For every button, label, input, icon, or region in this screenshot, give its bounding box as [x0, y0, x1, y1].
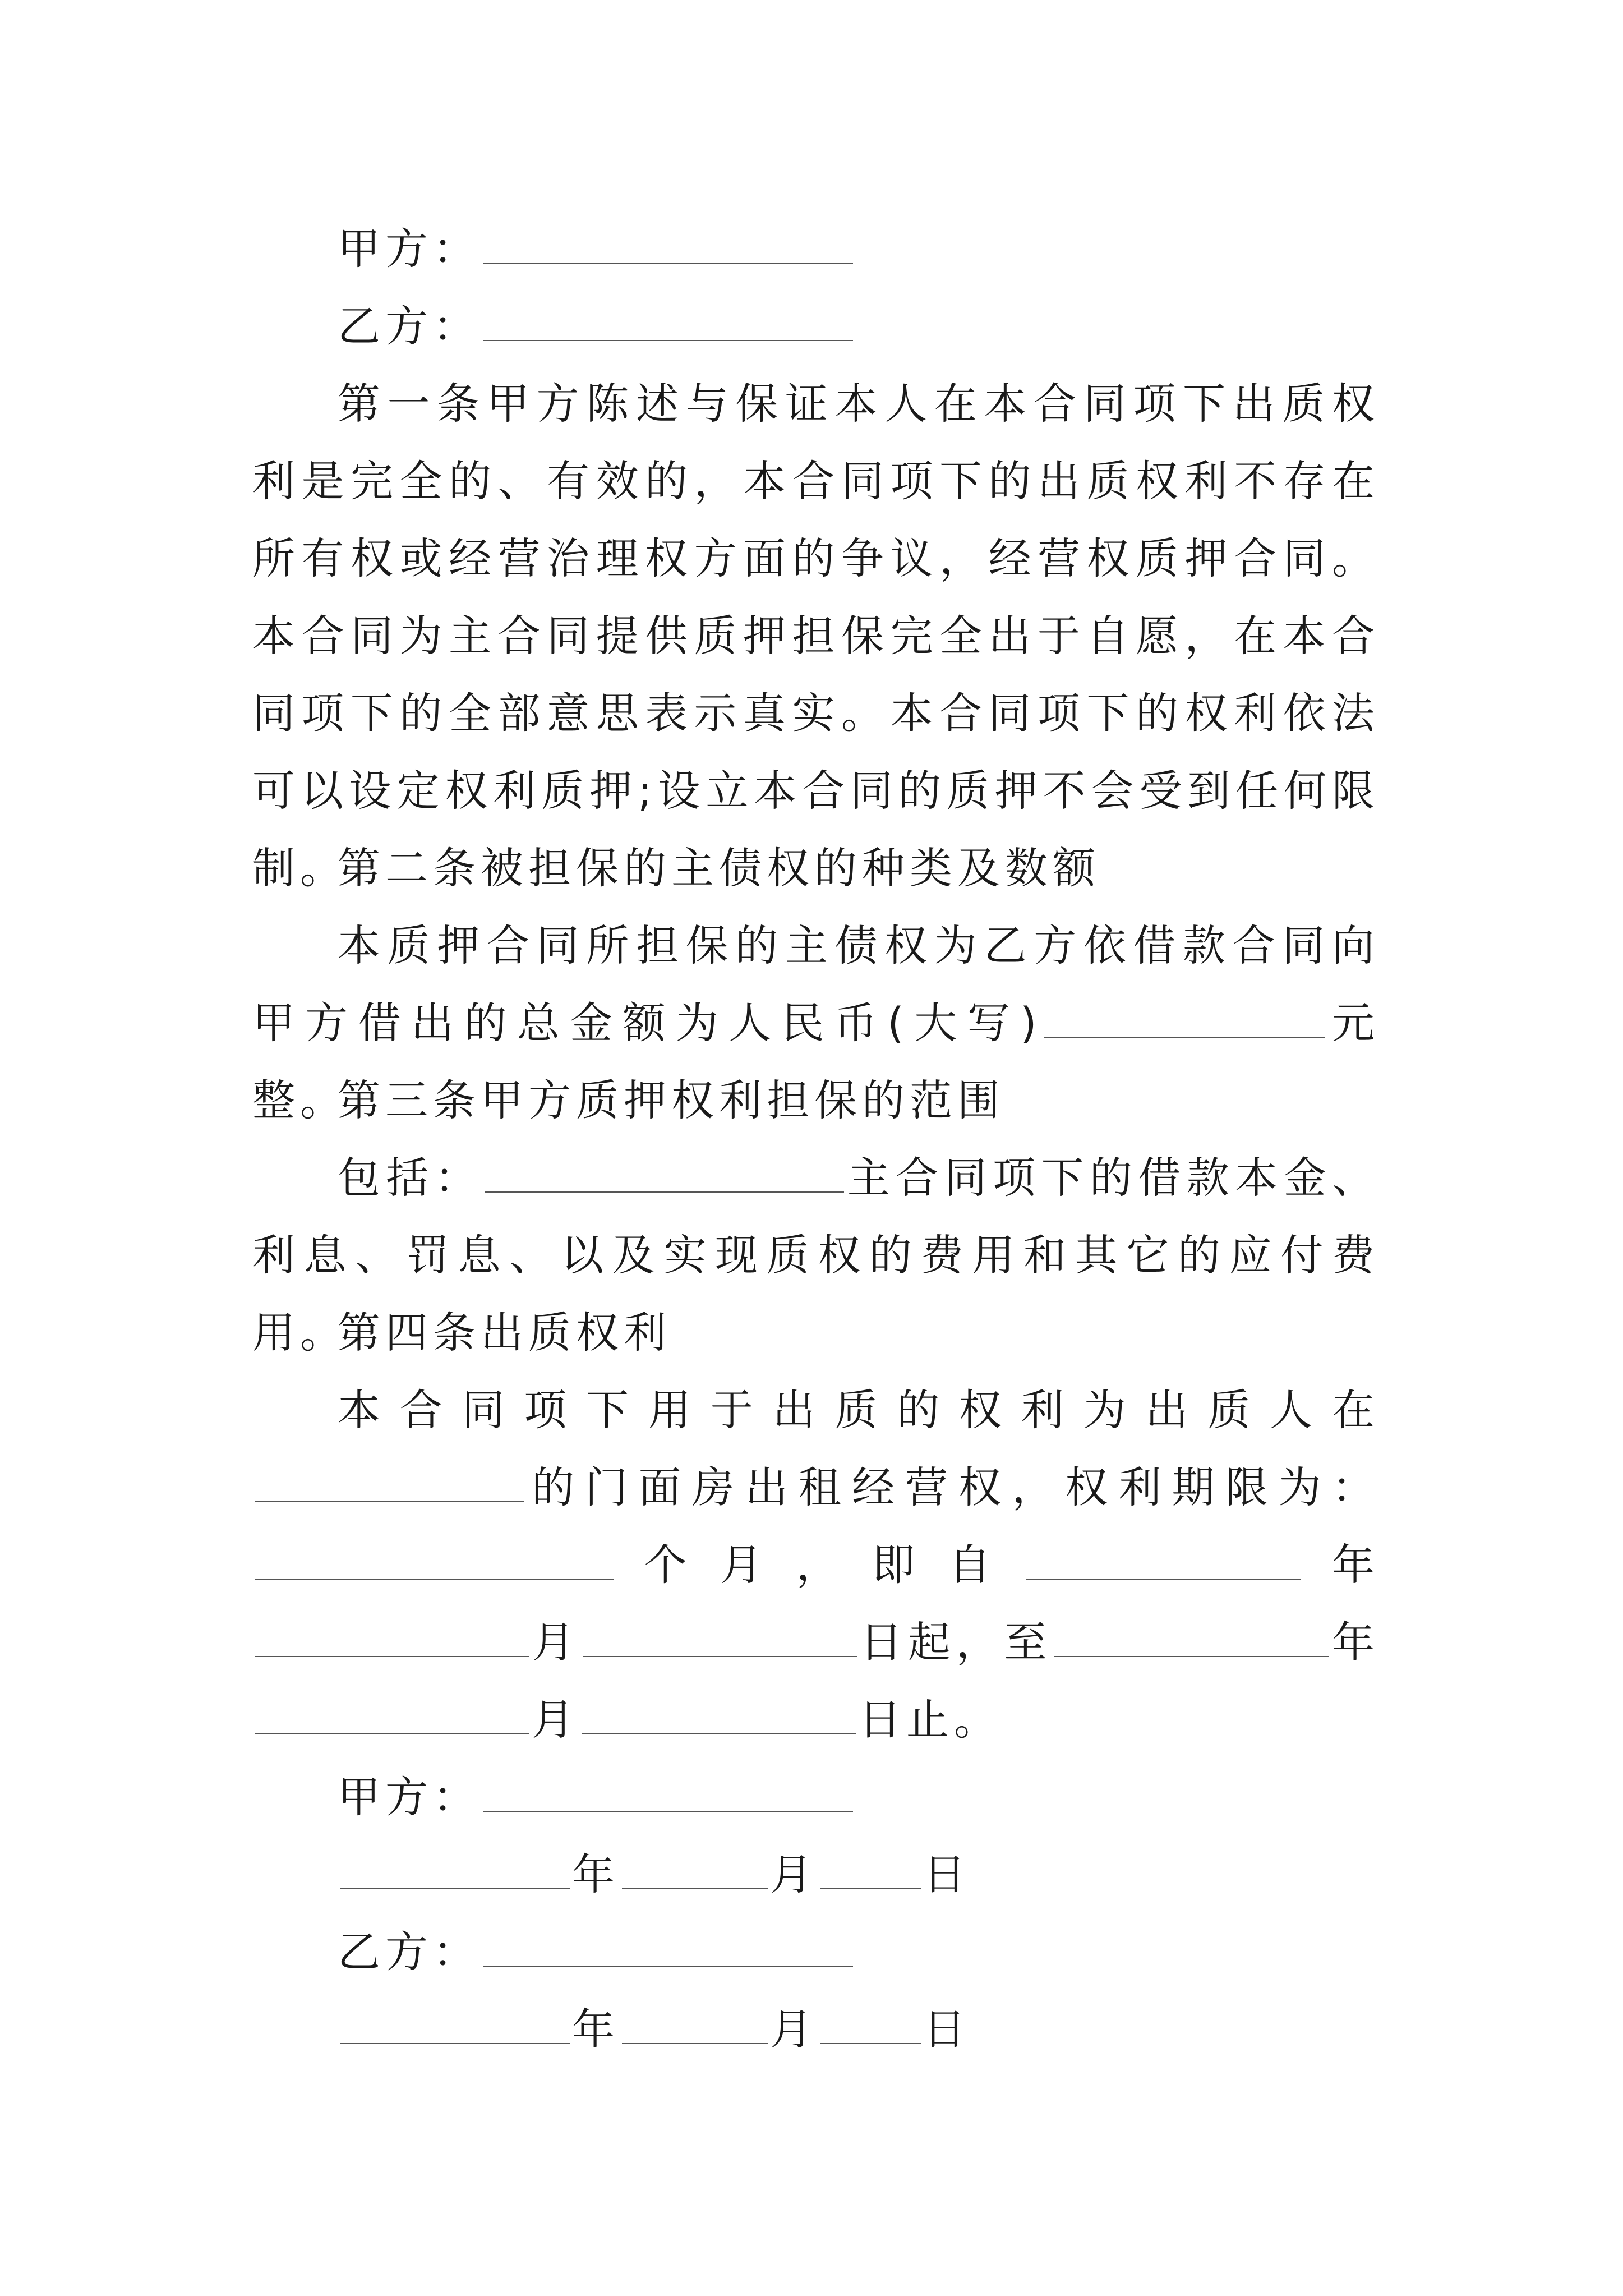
article4-paragraph [252, 1372, 1380, 1759]
article4-title [252, 1294, 1380, 1372]
amount-blank [1044, 997, 1325, 1038]
article4-title-text: 第四条出质权利 [338, 1308, 671, 1358]
party-b-year-label: 年 [572, 2004, 620, 2054]
article4-text-part2: 的门面房出租经营权，权利期限为： [526, 1462, 1380, 1512]
party-a-year-blank [340, 1849, 570, 1889]
article4-text-part5: 日止。 [859, 1695, 1002, 1745]
party-b-year-blank [340, 2004, 570, 2044]
start-year-blank [1026, 1539, 1301, 1580]
signature-party-b-date [338, 1991, 971, 2068]
start-year-label: 年 [1303, 1540, 1380, 1590]
article2-title [252, 830, 1380, 907]
signature-party-a-label: 甲方： [338, 1772, 481, 1822]
article1-paragraph [252, 365, 1380, 907]
header-party-b-line [338, 288, 855, 365]
article4-text-part4: 日起，至 [859, 1617, 1053, 1667]
article3-text-after: 主合同项下的借款本金、利息、罚息、以及实现质权的费用和其它的应付费用。 [252, 1153, 1380, 1358]
article2-text-before: 本质押合同所担保的主债权为乙方依借款合同向甲方借出的总金额为人民币(大写) [252, 921, 1380, 1048]
start-day-blank [583, 1617, 857, 1657]
article4-text-part3: 个月，即自 [616, 1540, 1025, 1590]
party-b-month-label: 月 [770, 2004, 818, 2054]
end-year-blank [1054, 1617, 1329, 1657]
article2-text-after: 元整。 [252, 998, 1380, 1125]
party-a-blank [483, 223, 853, 264]
start-month-label: 月 [532, 1617, 580, 1667]
term-months-blank [255, 1539, 614, 1580]
article3-text-before: 包括： [338, 1153, 483, 1203]
signature-party-b-line [338, 1913, 855, 1991]
party-b-label: 乙方： [338, 301, 481, 351]
article3-title [252, 1062, 1380, 1139]
end-month-blank [255, 1694, 529, 1734]
signature-party-a-line [338, 1759, 855, 1836]
article1-text: 第一条甲方陈述与保证本人在本合同项下出质权利是完全的、有效的，本合同项下的出质权利不存在所有权或经营治理权方面的争议，经营权质押合同。本合同为主合同提供质押担保完全出于自愿，在本合同项下的全部意思表示真实。本合同项下的权利依法可以设定权利质押;设立本合同的质押不会受到任何限制。 [252, 379, 1380, 893]
article4-text-part1: 本合同项下用于出质的权利为出质人在 [338, 1385, 1380, 1435]
party-a-label: 甲方： [338, 224, 481, 274]
signature-party-b-label: 乙方： [338, 1927, 481, 1977]
header-party-a-line [338, 210, 855, 288]
end-year-label: 年 [1331, 1617, 1380, 1667]
signature-party-a-date [338, 1836, 971, 1913]
end-day-blank [582, 1694, 856, 1734]
party-a-day-label: 日 [923, 1849, 971, 1899]
party-a-year-label: 年 [572, 1849, 620, 1899]
party-b-blank [483, 301, 853, 341]
party-b-day-label: 日 [923, 2004, 971, 2054]
party-a-day-blank [820, 1849, 921, 1889]
location-blank [255, 1462, 524, 1502]
party-b-month-blank [622, 2004, 768, 2044]
party-b-day-blank [820, 2004, 921, 2044]
start-month-blank [255, 1617, 529, 1657]
party-a-month-label: 月 [770, 1849, 818, 1899]
article3-title-text: 第三条甲方质押权利担保的范围 [338, 1075, 1005, 1125]
signature-party-a-blank [483, 1772, 853, 1812]
end-month-label: 月 [532, 1695, 579, 1745]
party-a-month-blank [622, 1849, 768, 1889]
scope-blank [485, 1152, 844, 1193]
signature-party-b-blank [483, 1926, 853, 1967]
article2-title-text: 第二条被担保的主债权的种类及数额 [338, 843, 1100, 893]
